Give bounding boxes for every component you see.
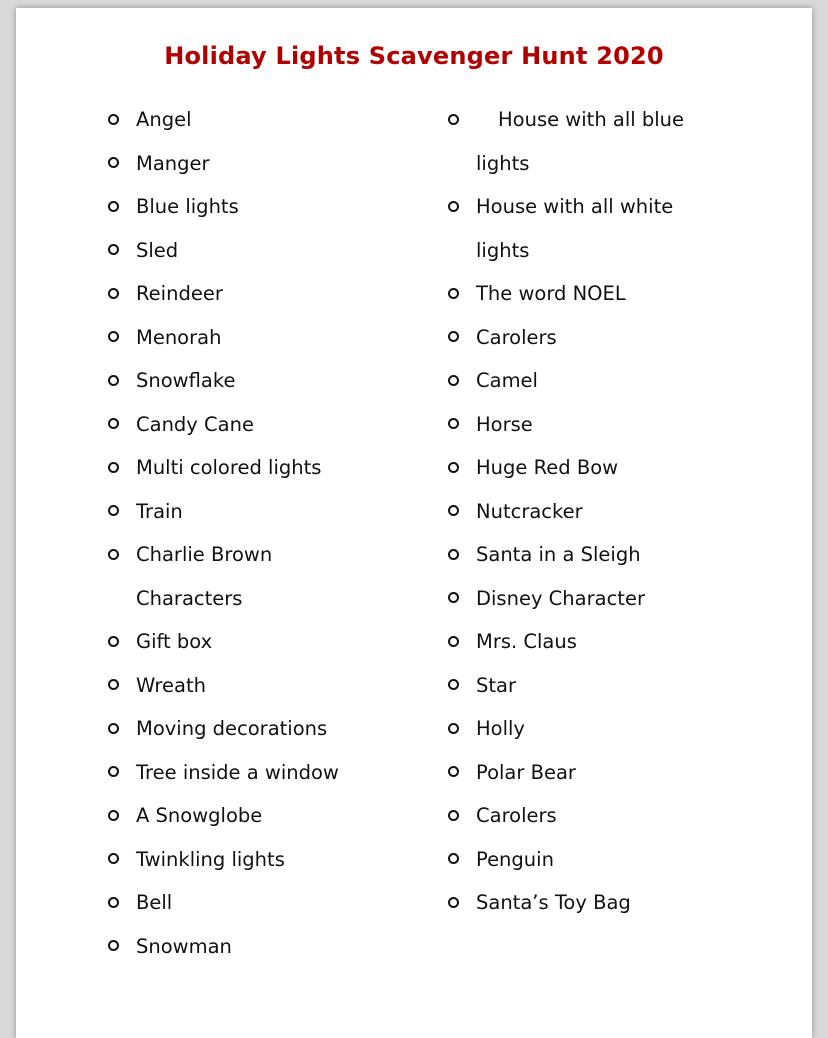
list-item	[106, 359, 426, 403]
bullet-icon	[106, 229, 120, 273]
bullet-icon	[106, 533, 120, 577]
item-label: Sled	[136, 238, 179, 262]
list-item	[446, 446, 776, 490]
list-item	[446, 577, 776, 621]
list-item	[446, 620, 776, 664]
item-label: Wreath	[136, 673, 206, 697]
item-label: Moving decorations	[136, 717, 328, 740]
item-label: Disney Character	[476, 586, 645, 610]
item-label: Gift box	[136, 630, 213, 653]
list-item	[106, 794, 426, 838]
bullet-icon	[446, 751, 460, 795]
bullet-icon	[446, 316, 460, 360]
item-label: Reindeer	[136, 282, 223, 305]
item-label: House with all blue lights	[476, 108, 685, 175]
bullet-icon	[106, 664, 120, 708]
list-item	[106, 316, 426, 360]
list-item	[106, 185, 426, 229]
list-item	[446, 316, 776, 360]
bullet-icon	[106, 316, 120, 360]
list-item	[106, 751, 426, 795]
left-checklist	[106, 98, 426, 968]
list-item	[446, 185, 686, 272]
bullet-icon	[446, 446, 460, 490]
list-item	[106, 620, 426, 664]
bullet-icon	[106, 98, 120, 142]
list-item	[446, 490, 776, 534]
list-item	[446, 272, 776, 316]
item-label: Santa in a Sleigh	[476, 543, 641, 566]
page-title: Holiday Lights Scavenger Hunt 2020	[164, 42, 664, 70]
bullet-icon	[446, 794, 460, 838]
bullet-icon	[446, 272, 460, 316]
document-page	[16, 8, 812, 1038]
item-label: Menorah	[136, 325, 222, 349]
bullet-icon	[446, 98, 460, 142]
list-item	[446, 98, 686, 185]
list-item	[446, 533, 776, 577]
list-item	[106, 707, 426, 751]
item-label: Penguin	[476, 847, 554, 871]
list-item	[106, 838, 426, 882]
bullet-icon	[446, 577, 460, 621]
item-label: Snowflake	[136, 369, 236, 392]
list-item	[106, 98, 426, 142]
bullet-icon	[446, 664, 460, 708]
item-label: Train	[136, 499, 183, 523]
bullet-icon	[446, 881, 460, 925]
item-label: Manger	[136, 151, 210, 175]
right-checklist	[446, 98, 776, 925]
bullet-icon	[106, 185, 120, 229]
list-item	[446, 403, 776, 447]
bullet-icon	[446, 490, 460, 534]
list-item	[106, 403, 426, 447]
list-item	[446, 751, 776, 795]
item-label: Santa’s Toy Bag	[476, 891, 631, 914]
bullet-icon	[106, 838, 120, 882]
bullet-icon	[446, 533, 460, 577]
bullet-icon	[106, 794, 120, 838]
bullet-icon	[446, 707, 460, 751]
list-item	[106, 925, 426, 969]
bullet-icon	[446, 403, 460, 447]
item-label: House with all white lights	[476, 195, 674, 262]
item-label: Carolers	[476, 804, 557, 827]
item-label: The word NOEL	[476, 282, 626, 305]
item-label: Angel	[136, 108, 192, 131]
item-label: Camel	[476, 369, 538, 392]
item-label: Snowman	[136, 934, 232, 958]
item-label: Blue lights	[136, 195, 239, 218]
item-label: Bell	[136, 891, 173, 914]
bullet-icon	[106, 403, 120, 447]
list-item	[446, 359, 776, 403]
bullet-icon	[106, 359, 120, 403]
bullet-icon	[446, 620, 460, 664]
item-label: Carolers	[476, 325, 557, 349]
list-item	[446, 881, 776, 925]
bullet-icon	[106, 620, 120, 664]
bullet-icon	[106, 142, 120, 186]
item-label: Multi colored lights	[136, 456, 322, 479]
item-label: Tree inside a window	[136, 760, 339, 784]
item-label: Star	[476, 673, 516, 697]
item-label: Mrs. Claus	[476, 630, 577, 653]
list-item	[106, 533, 316, 620]
item-label: Holly	[476, 717, 525, 740]
list-item	[106, 229, 426, 273]
item-label: Horse	[476, 412, 533, 436]
list-item	[106, 272, 426, 316]
bullet-icon	[106, 881, 120, 925]
bullet-icon	[106, 490, 120, 534]
item-label: Charlie Brown Characters	[136, 543, 273, 610]
item-label: Polar Bear	[476, 760, 576, 784]
item-label: Candy Cane	[136, 412, 254, 436]
bullet-icon	[106, 446, 120, 490]
bullet-icon	[446, 838, 460, 882]
list-item	[446, 664, 776, 708]
item-label: Twinkling lights	[136, 847, 285, 871]
list-item	[106, 490, 426, 534]
list-item	[106, 446, 426, 490]
list-item	[446, 707, 776, 751]
bullet-icon	[106, 751, 120, 795]
list-item	[106, 664, 426, 708]
item-label: Nutcracker	[476, 499, 583, 523]
item-label: Huge Red Bow	[476, 456, 619, 479]
bullet-icon	[446, 185, 460, 229]
list-item	[446, 794, 776, 838]
list-item	[106, 142, 426, 186]
bullet-icon	[446, 359, 460, 403]
bullet-icon	[106, 707, 120, 751]
bullet-icon	[106, 925, 120, 969]
list-item	[446, 838, 776, 882]
list-item	[106, 881, 426, 925]
bullet-icon	[106, 272, 120, 316]
item-label: A Snowglobe	[136, 804, 263, 827]
